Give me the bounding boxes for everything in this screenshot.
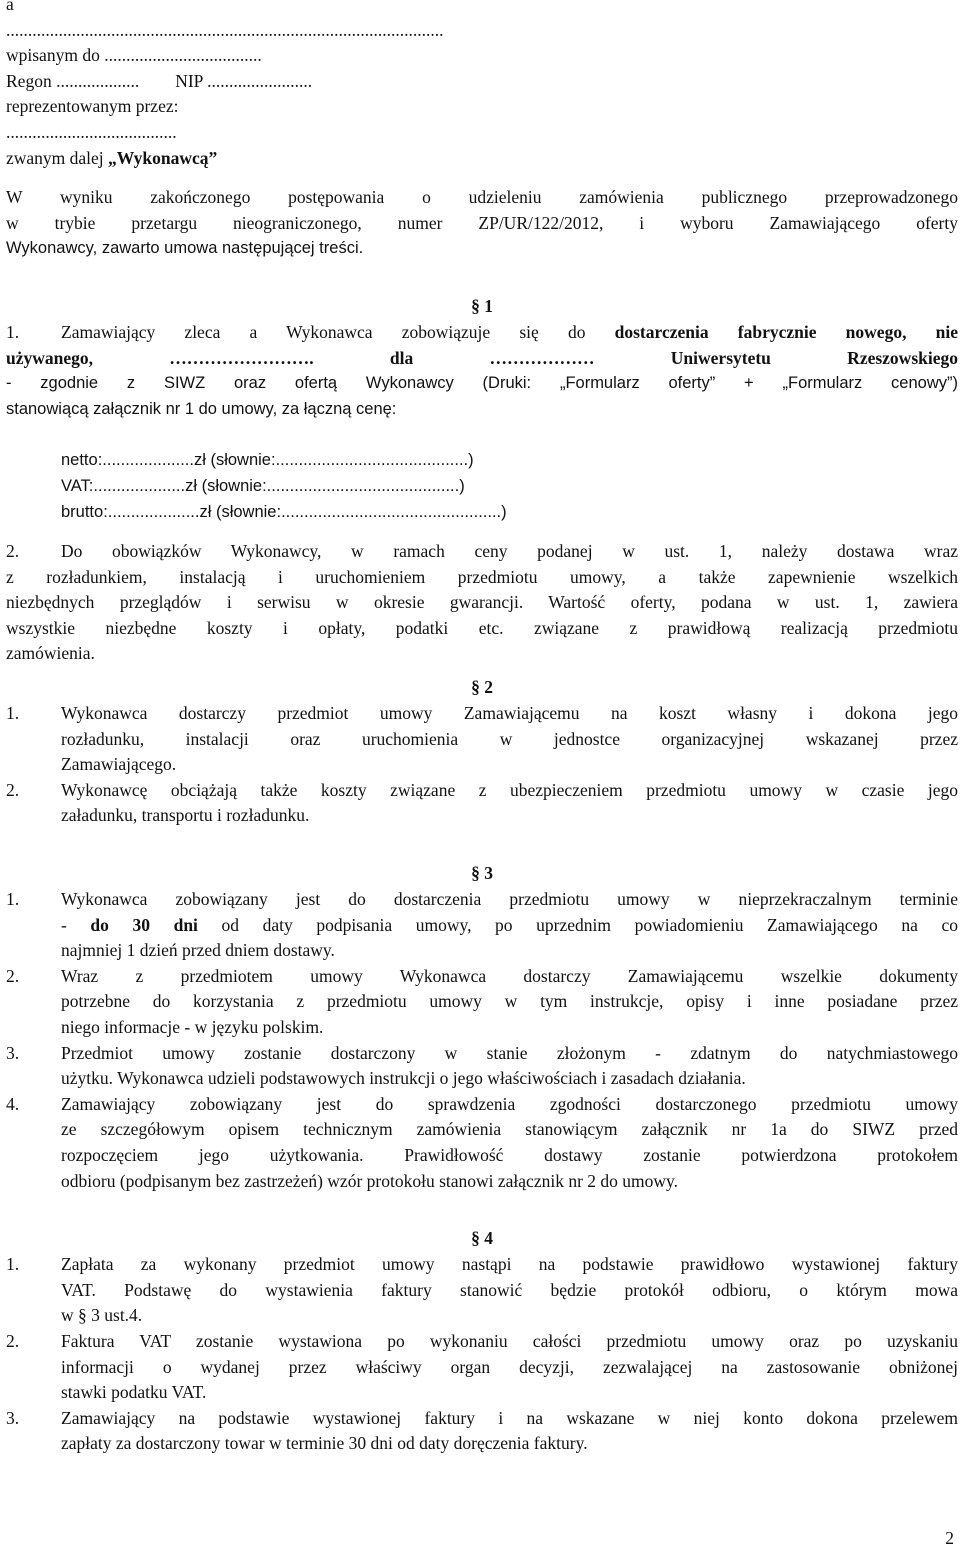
section-heading-1: § 1	[471, 295, 493, 316]
header-regon-nip-line	[6, 69, 958, 95]
paragraph-line: ze szczegółowym opisem technicznym zamówienia stanowiącym załącznik nr 1a do SIWZ przed	[61, 1119, 958, 1140]
paragraph-line: Zamawiający zleca a Wykonawca zobowiązuje się do dostarczenia fabrycznie nowego, nie	[61, 321, 958, 342]
paragraph-line: Zamawiającego.	[61, 754, 177, 775]
paragraph-line: Wykonawca zobowiązany jest do dostarczenia przedmiotu umowy w nieprzekraczalnym terminie	[61, 889, 958, 910]
point-number: 2.	[6, 541, 20, 562]
point-number: 1.	[6, 321, 20, 342]
intro-line: Wykonawcy, zawarto umowa następującej treści.	[6, 239, 364, 258]
paragraph-line: zapłaty za dostarczony towar w terminie 30 dni od daty doręczenia faktury.	[61, 1433, 588, 1454]
header-line-dots: ....................................................................................................	[6, 19, 444, 40]
document-page	[6, 0, 958, 1457]
paragraph-line: Zapłata za wykonany przedmiot umowy nastąpi na podstawie prawidłowo wystawionej faktury	[61, 1254, 958, 1275]
paragraph-line: stawki podatku VAT.	[61, 1382, 207, 1403]
point-number: 3.	[6, 1042, 20, 1063]
paragraph-line: Zamawiający na podstawie wystawionej faktury i na wskazane w niej konto dokona przelewem	[61, 1407, 958, 1428]
paragraph-line: niezbędnych przeglądów i serwisu w okresie gwarancji. Wartość oferty, podana w ust. 1, zawiera	[6, 592, 958, 613]
section3-point3	[6, 1041, 958, 1092]
intro-paragraph	[6, 185, 958, 262]
page-number: 2	[945, 1528, 954, 1549]
section4-point1	[6, 1252, 958, 1329]
paragraph-line: wszystkie niezbędne koszty i opłaty, podatki etc. związane z prawidłową realizacją przedmiotu	[6, 617, 958, 638]
header-contractor-alias: zwanym dalej „Wykonawcą”	[6, 147, 218, 168]
section2-point2	[6, 778, 958, 829]
point-number: 2.	[6, 965, 20, 986]
regon-field: Regon ...................	[6, 70, 140, 91]
paragraph-line: w § 3 ust.4.	[61, 1305, 143, 1326]
paragraph-line: Wykonawcę obciążają także koszty związane z ubezpieczeniem przedmiotu umowy w czasie jego	[61, 779, 958, 800]
price-brutto: brutto:....................zł (słownie:................................................)	[61, 502, 507, 521]
contractor-block	[6, 0, 958, 171]
point-number: 3.	[6, 1407, 20, 1428]
price-vat: VAT:....................zł (słownie:..........................................)	[61, 476, 465, 495]
section2-point1	[6, 701, 958, 778]
nip-field: NIP ........................	[175, 70, 313, 91]
paragraph-line: informacji o wydanej przez właściwy organ decyzji, zezwalającej na zastosowanie obniżonej	[61, 1356, 958, 1377]
header-representative-dots: .......................................	[6, 121, 177, 142]
paragraph-line: Faktura VAT zostanie wystawiona po wykonaniu całości przedmiotu umowy oraz po uzyskaniu	[61, 1330, 958, 1351]
intro-line: w trybie przetargu nieograniczonego, numer ZP/UR/122/2012, i wyboru Zamawiającego oferty	[6, 212, 958, 233]
paragraph-line: niego informacje - w języku polskim.	[61, 1017, 324, 1037]
section-heading-2: § 2	[471, 677, 493, 698]
point-number: 1.	[6, 703, 20, 724]
paragraph-line: VAT. Podstawę do wystawienia faktury stanowić będzie protokół odbioru, o którym mowa	[61, 1279, 958, 1300]
point-number: 4.	[6, 1093, 20, 1114]
point-number: 1.	[6, 1254, 20, 1275]
section3-point1	[6, 887, 958, 964]
paragraph-line: z rozładunkiem, instalacją i uruchomieniem przedmiotu umowy, a także zapewnienie wszelkich	[6, 566, 958, 587]
paragraph-line: Zamawiający zobowiązany jest do sprawdzenia zgodności dostarczonego przedmiotu umowy	[61, 1093, 958, 1114]
section4-point3	[6, 1406, 958, 1457]
point-number: 1.	[6, 889, 20, 910]
section1-basis-line: - zgodnie z SIWZ oraz ofertą Wykonawcy (Druki: „Formularz oferty” + „Formularz cenowy”)	[6, 374, 958, 393]
paragraph-line: Przedmiot umowy zostanie dostarczony w stanie złożonym - zdatnym do natychmiastowego	[61, 1042, 958, 1063]
paragraph-line: użytku. Wykonawca udzieli podstawowych instrukcji o jego właściwościach i zasadach działania.	[61, 1068, 746, 1089]
point-number: 2.	[6, 779, 20, 800]
section1-point1	[6, 320, 958, 346]
section-heading-3: § 3	[471, 863, 493, 884]
paragraph-line: załadunku, transportu i rozładunku.	[61, 805, 310, 826]
paragraph-line: rozpoczęciem jego użytkowania. Prawidłowość dostawy zostanie potwierdzona protokołem	[61, 1144, 958, 1165]
paragraph-line: rozładunku, instalacji oraz uruchomienia w jednostce organizacyjnej wskazanej przez	[61, 728, 958, 749]
paragraph-line: najmniej 1 dzień przed dniem dostawy.	[61, 940, 335, 961]
paragraph-line: - do 30 dni od daty podpisania umowy, po uprzednim powiadomieniu Zamawiającego na co	[61, 914, 959, 935]
section-heading-4: § 4	[471, 1228, 493, 1249]
section4-point2	[6, 1329, 958, 1406]
section1-price-intro: stanowiącą załącznik nr 1 do umowy, za łączną cenę:	[6, 399, 397, 418]
paragraph-line: Wraz z przedmiotem umowy Wykonawca dostarczy Zamawiającemu wszelkie dokumenty	[61, 965, 958, 986]
header-register-line: wpisanym do ....................................	[6, 45, 262, 66]
paragraph-line: potrzebne do korzystania z przedmiotu umowy w tym instrukcje, opisy i inne posiadane przez	[61, 991, 958, 1012]
intro-line: W wyniku zakończonego postępowania o udzieleniu zamówienia publicznego przeprowadzonego	[6, 187, 958, 208]
header-represented-line: reprezentowanym przez:	[6, 96, 179, 117]
section1-point2	[6, 539, 958, 565]
paragraph-line: Do obowiązków Wykonawcy, w ramach ceny podanej w ust. 1, należy dostawa wraz	[61, 541, 958, 562]
section3-point4	[6, 1092, 958, 1194]
price-netto: netto:....................zł (słownie:..........................................)	[61, 451, 474, 470]
header-line-a: a	[6, 0, 14, 14]
paragraph-line: zamówienia.	[6, 643, 95, 664]
section3-point2	[6, 964, 958, 1041]
point-number: 2.	[6, 1330, 20, 1351]
paragraph-line: odbioru (podpisanym bez zastrzeżeń) wzór protokołu stanowi załącznik nr 2 do umowy.	[61, 1170, 679, 1191]
section1-subject-line: używanego, ……………………. dla ……………… Uniwersytetu Rzeszowskiego	[6, 347, 958, 368]
paragraph-line: Wykonawca dostarczy przedmiot umowy Zamawiającemu na koszt własny i dokona jego	[61, 703, 958, 724]
contractor-alias-bold: „Wykonawcą”	[108, 147, 218, 168]
